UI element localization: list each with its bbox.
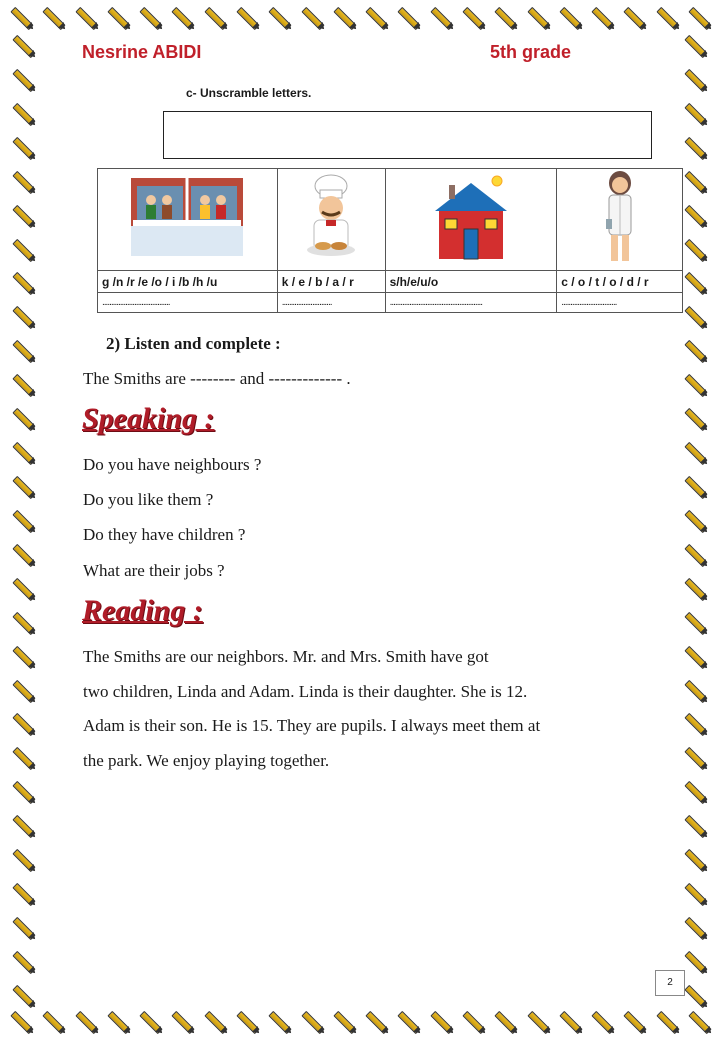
- pencil-icon: [680, 844, 710, 874]
- pencil-icon: [8, 912, 38, 942]
- pencil-icon: [8, 675, 38, 705]
- answer-blank-1[interactable]: ......................................: [98, 293, 278, 313]
- listen-sentence: The Smiths are -------- and ------------- .: [83, 369, 351, 388]
- pencil-icon: [680, 98, 710, 128]
- author-name: Nesrine ABIDI: [82, 42, 202, 62]
- pencil-icon: [329, 2, 359, 32]
- pencil-icon: [8, 607, 38, 637]
- pencil-border-right: [680, 30, 716, 1010]
- pencil-icon: [297, 1006, 327, 1036]
- pencil-icon: [8, 166, 38, 196]
- pencil-icon: [8, 471, 38, 501]
- scrambled-word-2: k / e / b / a / r: [277, 271, 385, 293]
- pencil-icon: [458, 1006, 488, 1036]
- unscramble-instruction: c- Unscramble letters.: [186, 86, 312, 100]
- neighbours-picture: [98, 169, 278, 271]
- pencil-icon: [458, 2, 488, 32]
- pencil-icon: [361, 2, 391, 32]
- pencil-icon: [523, 2, 553, 32]
- pencil-icon: [680, 403, 710, 433]
- pencil-icon: [619, 1006, 649, 1036]
- pencil-icon: [8, 369, 38, 399]
- pencil-icon: [680, 132, 710, 162]
- doctor-icon: [600, 169, 640, 265]
- speaking-question: What are their jobs ?: [83, 561, 225, 580]
- pencil-icon: [8, 641, 38, 671]
- pencil-icon: [8, 64, 38, 94]
- pencil-icon: [8, 844, 38, 874]
- pencil-icon: [680, 675, 710, 705]
- pencil-border-top: [0, 2, 720, 38]
- pencil-icon: [8, 437, 38, 467]
- pencil-icon: [680, 30, 710, 60]
- pencil-icon: [329, 1006, 359, 1036]
- pencil-icon: [8, 878, 38, 908]
- pencil-icon: [232, 1006, 262, 1036]
- pencil-icon: [200, 1006, 230, 1036]
- pencil-icon: [103, 2, 133, 32]
- reading-line: Adam is their son. He is 15. They are pupils. I always meet them at: [83, 716, 541, 735]
- pencil-icon: [8, 200, 38, 230]
- speaking-question: Do they have children ?: [83, 525, 246, 544]
- pencil-icon: [680, 437, 710, 467]
- pencil-icon: [264, 2, 294, 32]
- pencil-icon: [680, 166, 710, 196]
- pencil-icon: [8, 335, 38, 365]
- pencil-icon: [135, 2, 165, 32]
- pencil-icon: [680, 267, 710, 297]
- pencil-icon: [680, 234, 710, 264]
- pencil-icon: [38, 1006, 68, 1036]
- pencil-icon: [680, 810, 710, 840]
- pencil-icon: [8, 301, 38, 331]
- pencil-icon: [264, 1006, 294, 1036]
- pencil-icon: [297, 2, 327, 32]
- pencil-icon: [8, 505, 38, 535]
- pencil-icon: [167, 1006, 197, 1036]
- reading-line: The Smiths are our neighbors. Mr. and Mrs. Smith have got: [83, 647, 489, 666]
- grade-label: 5th grade: [490, 42, 572, 62]
- pencil-icon: [8, 946, 38, 976]
- pencil-icon: [652, 2, 682, 32]
- pencil-icon: [8, 403, 38, 433]
- page-number: 2: [655, 970, 685, 996]
- scrambled-word-3: s/h/e/u/o: [385, 271, 557, 293]
- pencil-icon: [680, 912, 710, 942]
- neighbours-picture-icon: [131, 178, 243, 256]
- pencil-icon: [555, 1006, 585, 1036]
- pencil-icon: [8, 810, 38, 840]
- pencil-icon: [6, 2, 36, 32]
- pencil-icon: [555, 2, 585, 32]
- pencil-icon: [680, 200, 710, 230]
- pencil-icon: [167, 2, 197, 32]
- scrambled-word-4: c / o / t / o / d / r: [557, 271, 683, 293]
- pencil-icon: [490, 2, 520, 32]
- reading-line: two children, Linda and Adam. Linda is their daughter. She is 12.: [83, 682, 528, 701]
- pencil-icon: [680, 369, 710, 399]
- pencil-icon: [680, 742, 710, 772]
- pencil-border-left: [8, 30, 44, 1010]
- pencil-icon: [680, 708, 710, 738]
- answer-box[interactable]: [163, 111, 652, 159]
- pencil-icon: [680, 607, 710, 637]
- pencil-icon: [8, 708, 38, 738]
- speaking-question: Do you have neighbours ?: [83, 455, 262, 474]
- pencil-icon: [8, 267, 38, 297]
- doctor-picture: [557, 169, 683, 271]
- pencil-icon: [8, 132, 38, 162]
- pencil-icon: [8, 573, 38, 603]
- pencil-icon: [426, 1006, 456, 1036]
- pencil-icon: [587, 2, 617, 32]
- pencil-icon: [71, 1006, 101, 1036]
- pencil-icon: [680, 505, 710, 535]
- pencil-icon: [393, 1006, 423, 1036]
- reading-line: the park. We enjoy playing together.: [83, 751, 330, 770]
- pencil-icon: [426, 2, 456, 32]
- pencil-icon: [6, 1006, 36, 1036]
- pencil-icon: [135, 1006, 165, 1036]
- pencil-icon: [652, 1006, 682, 1036]
- house-icon: [429, 171, 513, 263]
- pencil-icon: [361, 1006, 391, 1036]
- pencil-icon: [523, 1006, 553, 1036]
- pencil-icon: [680, 64, 710, 94]
- pencil-icon: [680, 878, 710, 908]
- pencil-icon: [393, 2, 423, 32]
- answer-blank-4[interactable]: ...............................: [557, 293, 683, 313]
- pencil-icon: [8, 30, 38, 60]
- unscramble-table: [97, 168, 683, 313]
- answer-blank-3[interactable]: ....................................................: [385, 293, 557, 313]
- pencil-icon: [490, 1006, 520, 1036]
- pencil-icon: [680, 641, 710, 671]
- pencil-icon: [684, 2, 714, 32]
- pencil-icon: [8, 234, 38, 264]
- listen-title: 2) Listen and complete :: [106, 334, 281, 353]
- reading-heading: Reading :: [82, 594, 203, 627]
- pencil-icon: [680, 573, 710, 603]
- speaking-heading: Speaking :: [82, 402, 215, 435]
- pencil-icon: [8, 742, 38, 772]
- pencil-icon: [680, 471, 710, 501]
- pencil-icon: [38, 2, 68, 32]
- pencil-icon: [200, 2, 230, 32]
- pencil-icon: [8, 539, 38, 569]
- pencil-icon: [8, 776, 38, 806]
- pencil-icon: [619, 2, 649, 32]
- pencil-icon: [680, 335, 710, 365]
- pencil-border-bottom: [0, 1006, 720, 1042]
- pencil-icon: [684, 1006, 714, 1036]
- pencil-icon: [103, 1006, 133, 1036]
- scrambled-word-1: g /n /r /e /o / i /b /h /u: [98, 271, 278, 293]
- house-picture: [385, 169, 557, 271]
- answer-blank-2[interactable]: ............................: [277, 293, 385, 313]
- pencil-icon: [71, 2, 101, 32]
- pencil-icon: [8, 980, 38, 1010]
- speaking-question: Do you like them ?: [83, 490, 214, 509]
- pencil-icon: [680, 301, 710, 331]
- pencil-icon: [232, 2, 262, 32]
- pencil-icon: [680, 776, 710, 806]
- baker-picture: [277, 169, 385, 271]
- pencil-icon: [8, 98, 38, 128]
- pencil-icon: [587, 1006, 617, 1036]
- baker-icon: [296, 172, 366, 262]
- pencil-icon: [680, 539, 710, 569]
